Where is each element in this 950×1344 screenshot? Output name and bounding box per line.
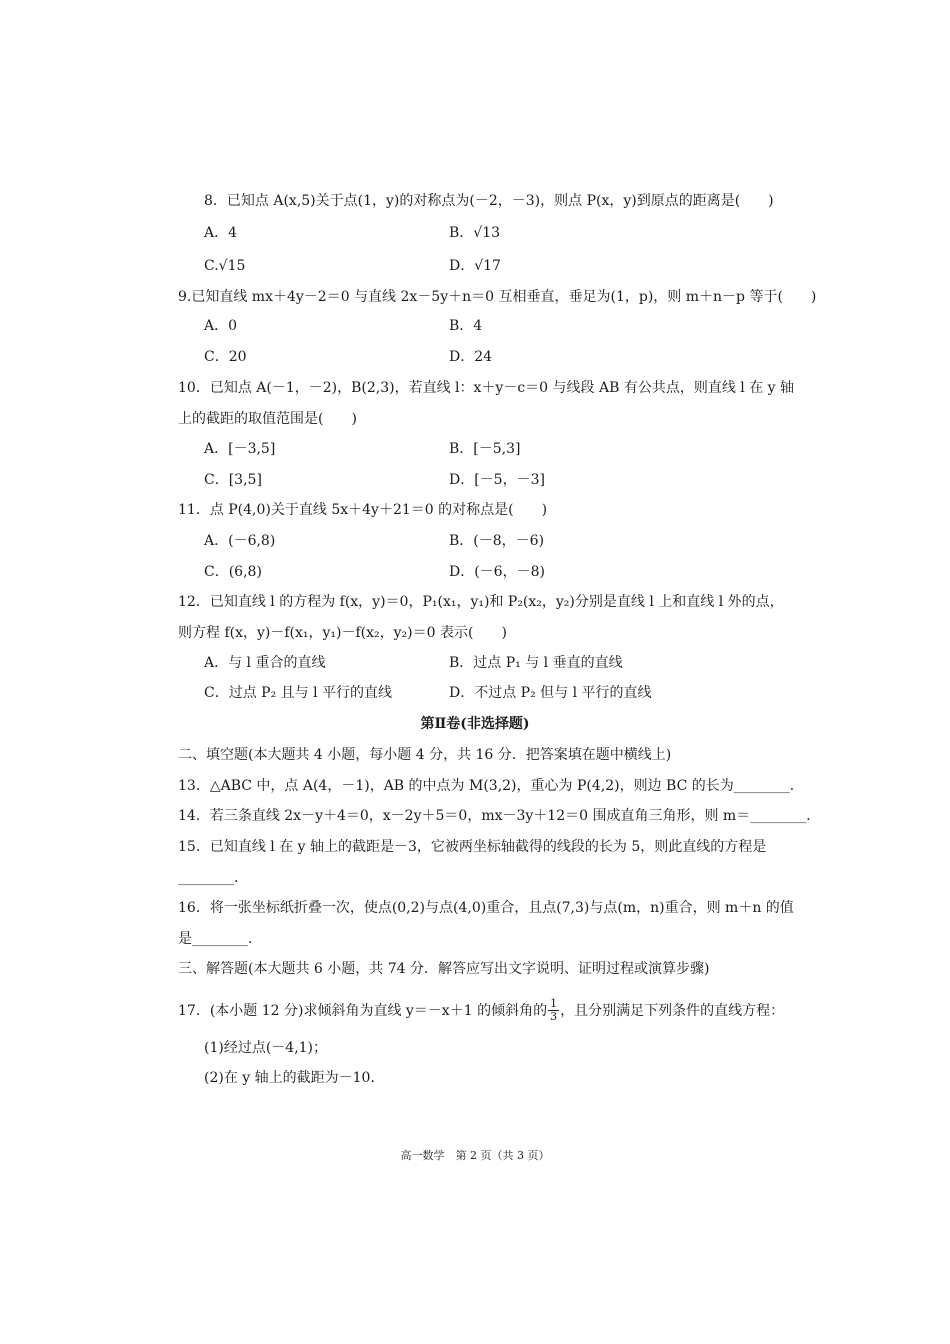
solution-heading: 三、解答题(本大题共 6 小题，共 74 分．解答应写出文字说明、证明过程或演算步骤): [178, 961, 710, 977]
question-17-part-2: (2)在 y 轴上的截距为－10.: [204, 1070, 375, 1086]
question-9-option-a: A．0: [204, 318, 238, 334]
fraction-denominator: 3: [550, 1010, 558, 1023]
question-10-option-b: B．[－5,3]: [449, 441, 521, 457]
question-9-option-d: D．24: [449, 349, 493, 365]
question-16-line2: 是________．: [178, 931, 262, 947]
question-16-line1: 16．将一张坐标纸折叠一次，使点(0,2)与点(4,0)重合，且点(7,3)与点(m，n)重合，则 m＋n 的值: [178, 900, 794, 916]
question-11-option-a: A．(－6,8): [204, 533, 276, 549]
page-footer: 高一数学 第 2 页（共 3 页）: [400, 1149, 550, 1162]
question-10-option-d: D．[－5，－3]: [449, 472, 545, 488]
question-13: 13．△ABC 中，点 A(4，－1)，AB 的中点为 M(3,2)，重心为 P(4,2)，则边 BC 的长为________．: [178, 778, 804, 794]
question-12-option-c: C．过点 P₂ 且与 l 平行的直线: [204, 685, 393, 701]
question-8-option-b: B．√13: [449, 225, 501, 241]
question-12-option-b: B．过点 P₁ 与 l 垂直的直线: [449, 655, 623, 671]
question-17-stem-after: ，且分别满足下列条件的直线方程：: [560, 1002, 785, 1019]
question-15-line1: 15．已知直线 l 在 y 轴上的截距是－3，它被两坐标轴截得的线段的长为 5，则此直线的方程是: [178, 839, 767, 855]
question-11-stem: 11．点 P(4,0)关于直线 5x＋4y＋21＝0 的对称点是( ): [178, 502, 548, 518]
question-9-stem: 9.已知直线 mx＋4y－2＝0 与直线 2x－5y＋n＝0 互相垂直，垂足为(1，p)，则 m＋n－p 等于( ): [178, 289, 817, 305]
fraction-numerator: 1: [550, 997, 558, 1010]
question-11-option-b: B．(－8，－6): [449, 533, 545, 549]
question-17-part-1: (1)经过点(－4,1)；: [204, 1040, 328, 1056]
question-10-option-c: C．[3,5]: [204, 472, 262, 488]
question-12-option-d: D．不过点 P₂ 但与 l 平行的直线: [449, 685, 652, 701]
question-9-option-b: B．4: [449, 318, 483, 334]
question-8-stem: 8．已知点 A(x,5)关于点(1，y)的对称点为(－2，－3)，则点 P(x，y)到原点的距离是( ): [204, 193, 774, 209]
question-12-option-a: A．与 l 重合的直线: [204, 655, 326, 671]
question-8-option-d: D．√17: [449, 258, 501, 274]
question-12-stem-line2: 则方程 f(x，y)－f(x₁，y₁)－f(x₂，y₂)＝0 表示( ): [178, 625, 507, 641]
question-8-option-c: C.√15: [204, 258, 246, 274]
question-11-option-c: C．(6,8): [204, 564, 262, 580]
question-17-stem: [178, 998, 784, 1023]
fill-in-heading: 二、填空题(本大题共 4 小题，每小题 4 分，共 16 分．把答案填在题中横线上): [178, 747, 672, 763]
question-11-option-d: D．(－6，－8): [449, 564, 545, 580]
question-10-stem-line1: 10．已知点 A(－1，－2)，B(2,3)，若直线 l：x＋y－c＝0 与线段 AB 有公共点，则直线 l 在 y 轴: [178, 380, 795, 396]
question-15-line2: ________．: [178, 870, 248, 886]
question-8-option-a: A．4: [204, 225, 238, 241]
question-17-stem-before: 17．(本小题 12 分)求倾斜角为直线 y＝－x＋1 的倾斜角的: [178, 1002, 548, 1019]
question-9-option-c: C．20: [204, 349, 247, 365]
question-14: 14．若三条直线 2x－y＋4＝0，x－2y＋5＝0，mx－3y＋12＝0 围成直角三角形，则 m＝________．: [178, 808, 821, 824]
question-10-stem-line2: 上的截距的取值范围是( ): [178, 411, 357, 427]
question-10-option-a: A．[－3,5]: [204, 441, 276, 457]
question-12-stem-line1: 12．已知直线 l 的方程为 f(x，y)＝0，P₁(x₁，y₁)和 P₂(x₂，y₂)分别是直线 l 上和直线 l 外的点，: [178, 594, 784, 610]
one-third-fraction: [548, 998, 559, 1023]
section-2-title: 第Ⅱ卷(非选择题): [420, 716, 530, 732]
